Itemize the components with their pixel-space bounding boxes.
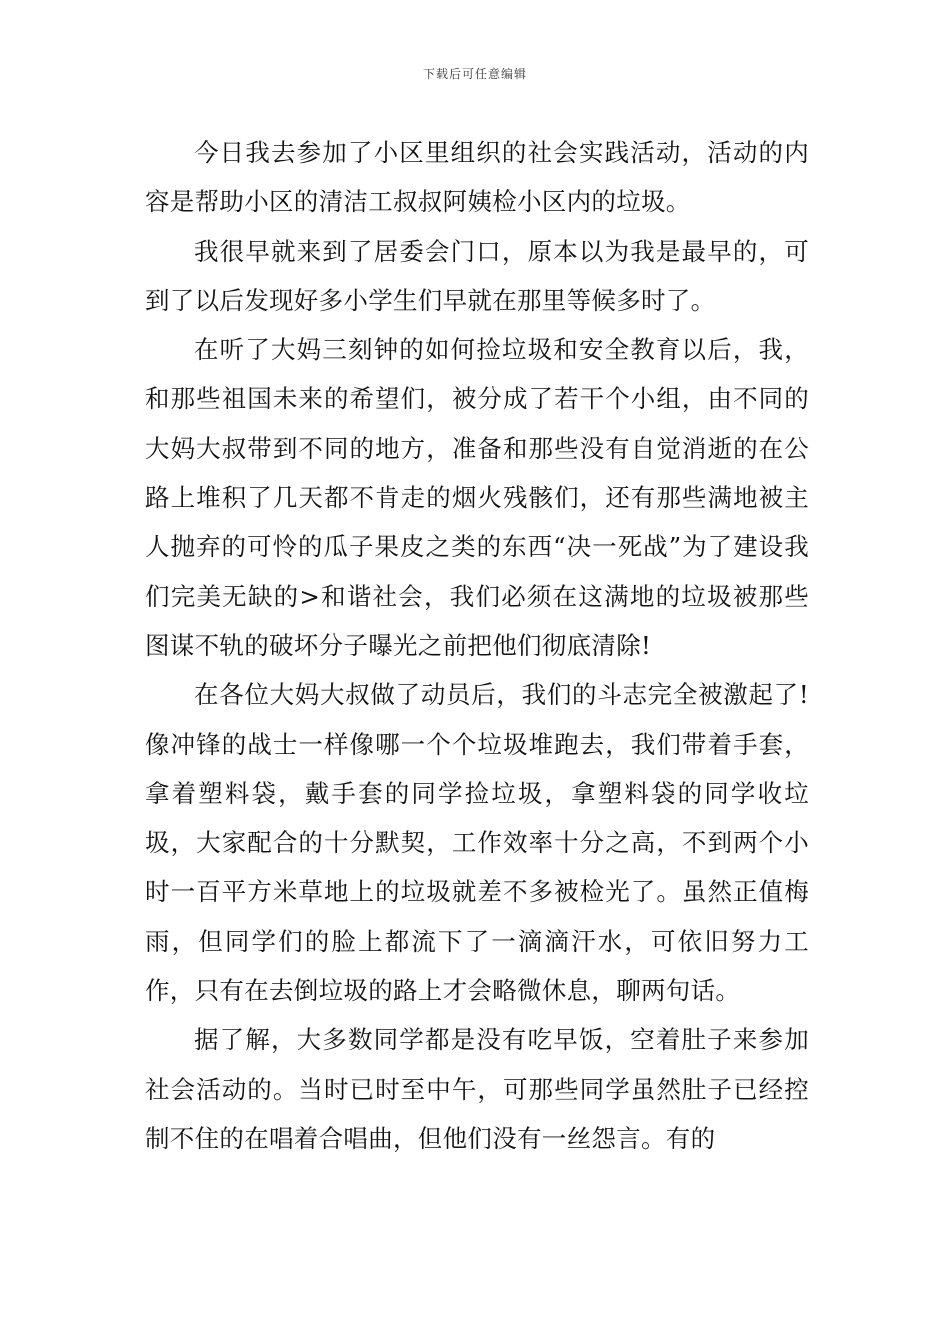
paragraph-5: 据了解，大多数同学都是没有吃早饭，空着肚子来参加社会活动的。当时已时至中午，可那些同学虽然肚子已经控制不住的在唱着合唱曲，但他们没有一丝怨言。有的 <box>145 1025 809 1153</box>
paragraph-3: 在听了大妈三刻钟的如何捡垃圾和安全教育以后，我，和那些祖国未来的希望们，被分成了若干个小组，由不同的大妈大叔带到不同的地方，准备和那些没有自觉消逝的在公路上堆积了几天都不肯走的烟火残骸们，还有那些满地被主人抛弃的可怜的瓜子果皮之类的东西“决一死战”为了建设我们完美无缺的>和谐社会，我们必须在这满地的垃圾被那些图谋不轨的破坏分子曝光之前把他们彻底清除! <box>145 335 809 660</box>
paragraph-1: 今日我去参加了小区里组织的社会实践活动，活动的内容是帮助小区的清洁工叔叔阿姨检小区内的垃圾。 <box>145 138 809 217</box>
paragraph-2: 我很早就来到了居委会门口，原本以为我是最早的，可到了以后发现好多小学生们早就在那里等候多时了。 <box>145 236 809 315</box>
paragraph-4: 在各位大妈大叔做了动员后，我们的斗志完全被激起了!像冲锋的战士一样像哪一个个垃圾堆跑去，我们带着手套，拿着塑料袋，戴手套的同学捡垃圾，拿塑料袋的同学收垃圾，大家配合的十分默契，工作效率十分之高，不到两个小时一百平方米草地上的垃圾就差不多被检光了。虽然正值梅雨，但同学们的脸上都流下了一滴滴汗水，可依旧努力工作，只有在去倒垃圾的路上才会略微休息，聊两句话。 <box>145 680 809 1006</box>
page-header-note: 下载后可任意编辑 <box>422 67 527 81</box>
document-body <box>145 128 809 1163</box>
